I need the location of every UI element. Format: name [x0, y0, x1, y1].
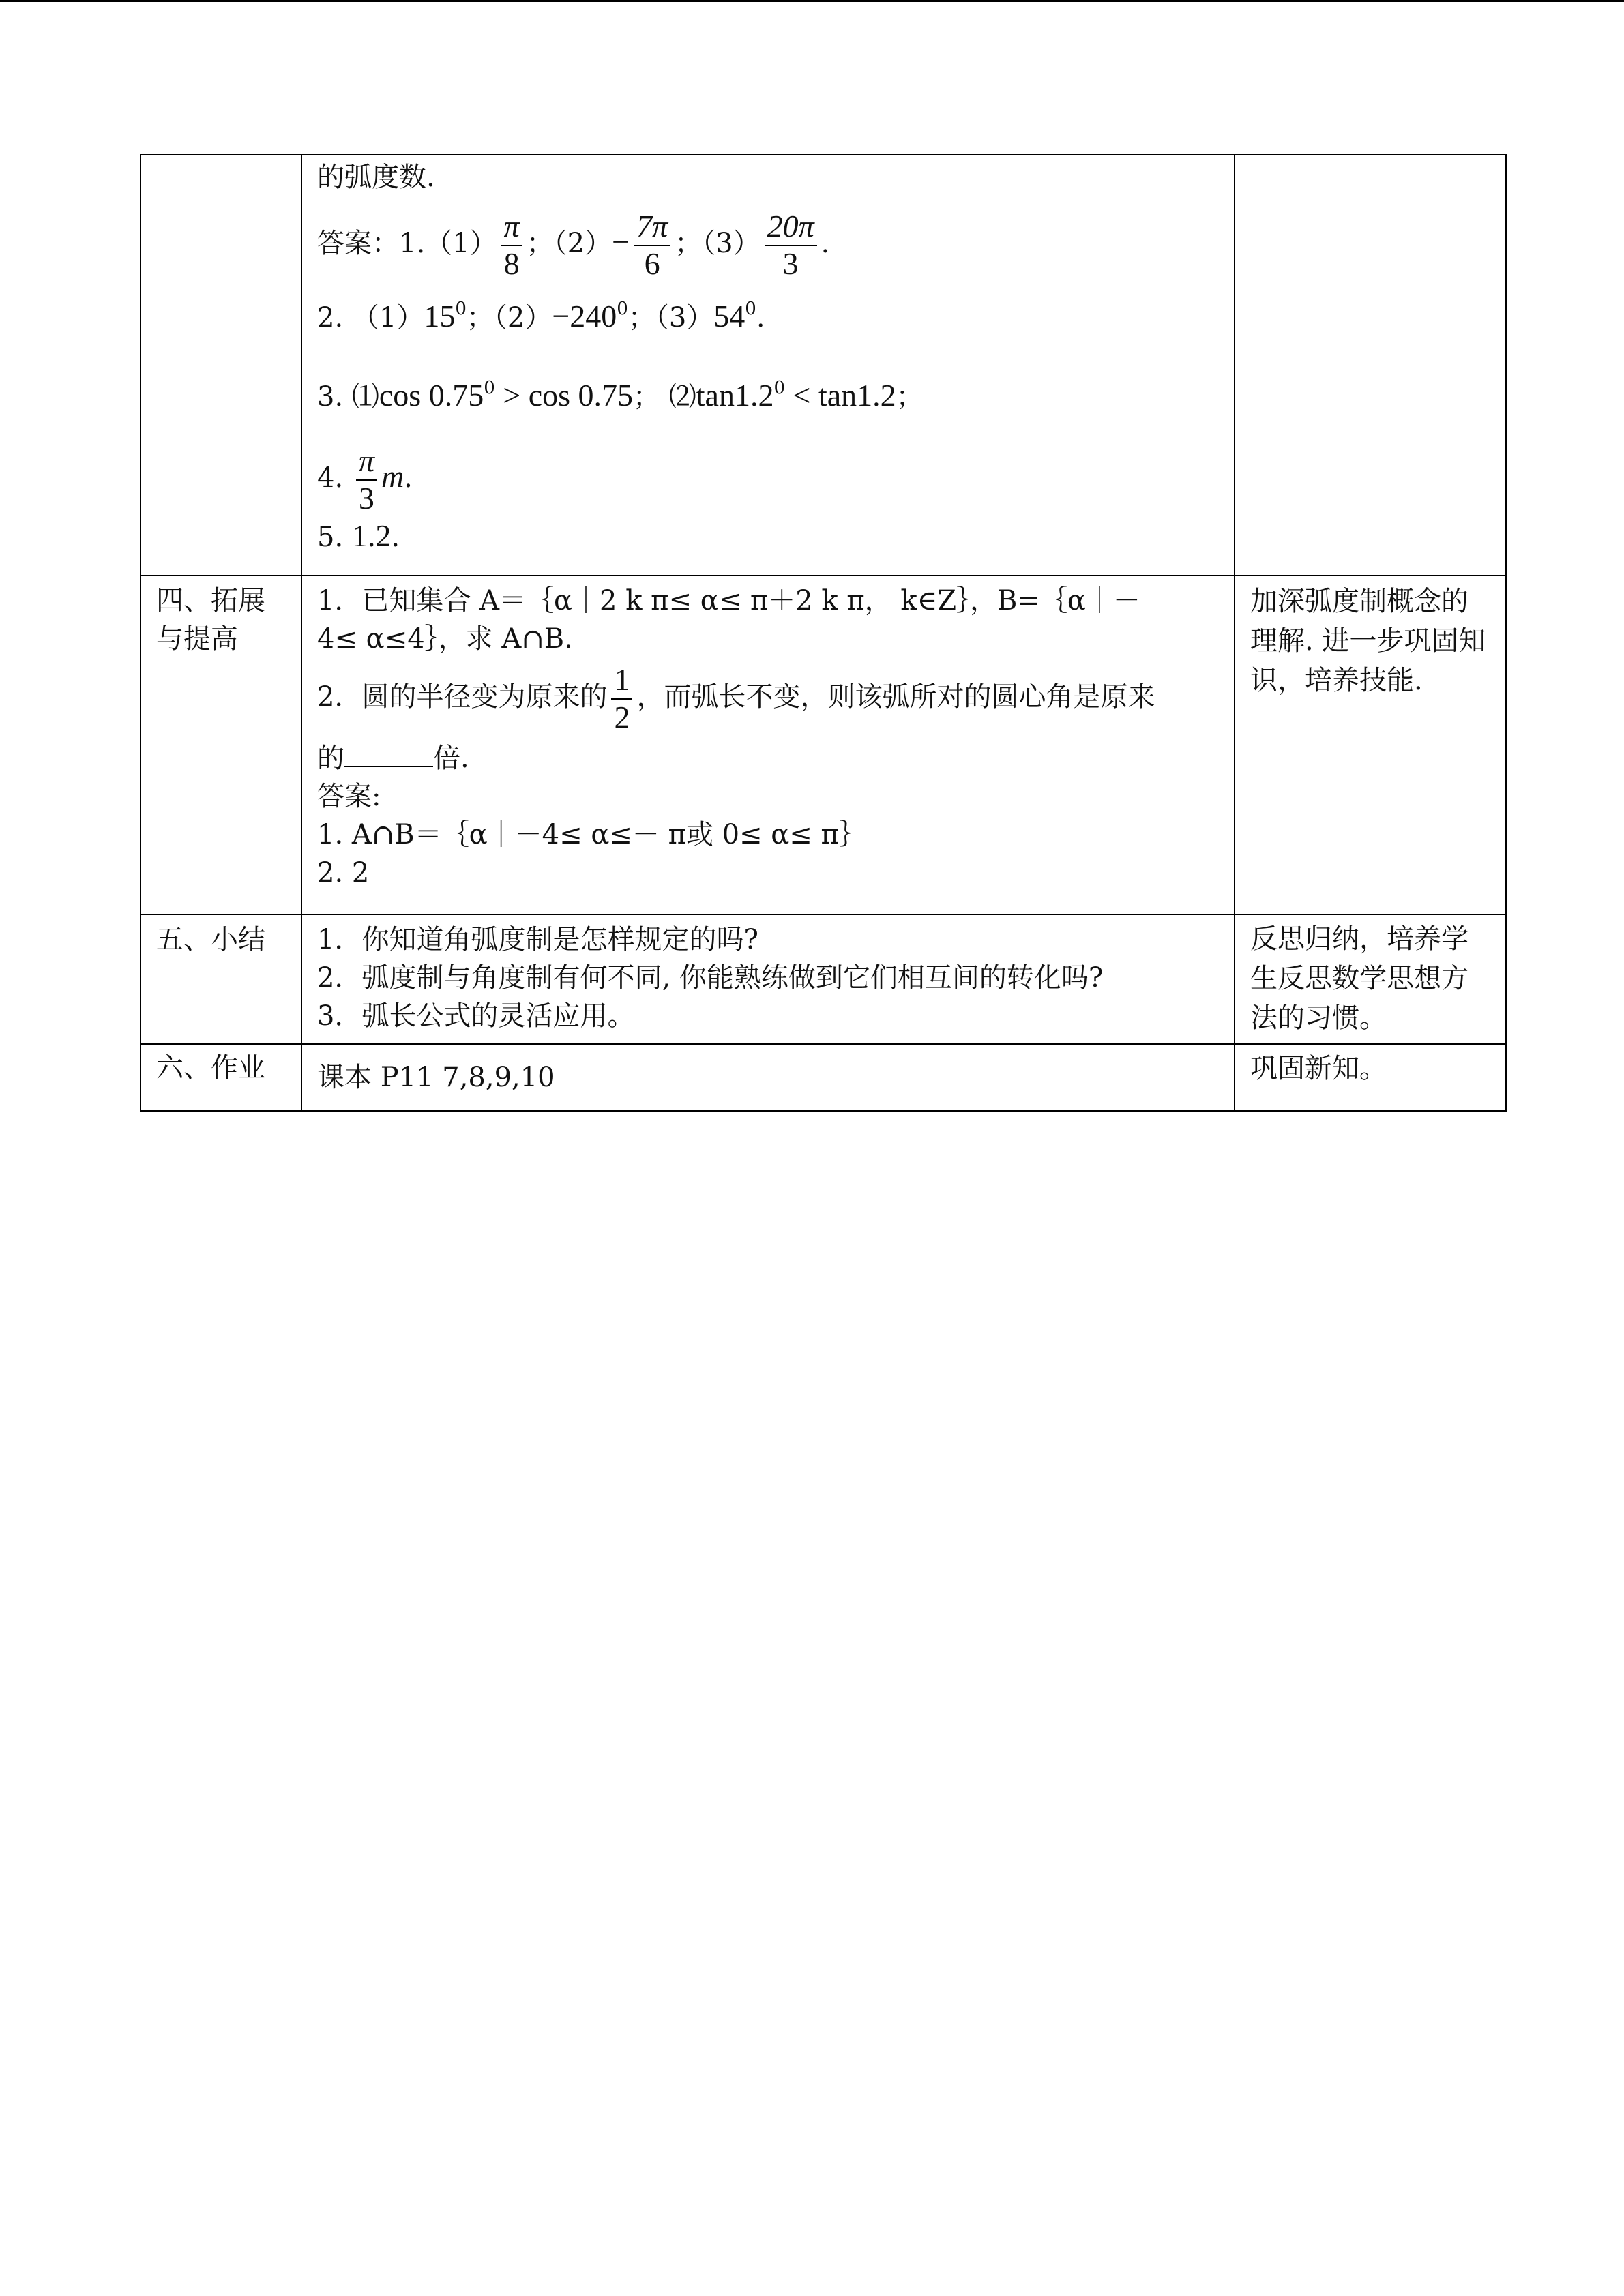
page-top-border — [0, 0, 1624, 2]
summary-item-2: 2．弧度制与角度制有何不同, 你能熟练做到它们相互间的转化吗? — [317, 962, 1104, 994]
answer-3: 3. ⑴cos $0.75^0 > \cos 0.75$； $⑵\tan 1.2^0 < \tan 1.2$； — [317, 377, 924, 413]
exercise-1-line-2: 4≤ α≤4｝，求 A∩B. — [317, 623, 573, 655]
table-row-homework — [141, 1044, 1506, 1111]
fill-in-blank — [344, 739, 433, 767]
note-cell-homework: 巩固新知。 — [1235, 1044, 1506, 1111]
label-cell-empty — [141, 155, 301, 576]
fraction-1-2: $\frac{1}{2}$ — [611, 662, 632, 736]
note-cell-empty — [1235, 155, 1506, 576]
label-cell-homework: 六、作业 — [141, 1044, 301, 1111]
label-cell-extension: 四、拓展与提高 — [141, 576, 301, 914]
exercise-2-line-1: 2．圆的半径变为原来的 $\frac{1}{2}$ ，而弧长不变，则该弧所对的圆心角是原来 — [317, 662, 1155, 734]
fraction-pi-3: $\frac{\pi}{3}$ — [356, 443, 377, 517]
content-cell-extension — [301, 576, 1235, 914]
homework-content: 课本 P11 7,8,9,10 — [317, 1062, 555, 1093]
answer-label: 答案: — [317, 780, 381, 812]
extension-answer-1: 1. A∩B＝｛α｜－4≤ α≤－ π或 0≤ α≤ π｝ — [317, 818, 866, 850]
content-cell-homework — [301, 1044, 1235, 1111]
fraction-20pi-3: $\frac{20\pi}{3}$ — [765, 209, 817, 282]
table-row-summary — [141, 914, 1506, 1044]
lesson-plan-table — [140, 154, 1507, 1112]
fraction-7pi-6: $\frac{7\pi}{6}$ — [634, 209, 670, 282]
exercise-2-line-2: 的 倍. — [317, 739, 1219, 777]
exercise-1-line-1: 1．已知集合 A＝｛α｜2 k π≤ α≤ π＋2 k π， k∈Z｝，B=｛α｜－ — [317, 585, 1140, 616]
content-cell-answers — [301, 155, 1235, 576]
note-cell-summary: 反思归纳，培养学生反思数学思想方法的习惯。 — [1235, 914, 1506, 1044]
question-tail: 的弧度数. — [317, 162, 435, 193]
note-cell-extension: 加深弧度制概念的理解. 进一步巩固知识，培养技能. — [1235, 576, 1506, 914]
table-row-extension — [141, 576, 1506, 914]
content-cell-summary — [301, 914, 1235, 1044]
answer-4: 4. $\frac{\pi}{3}$ m. — [317, 443, 413, 516]
summary-item-1: 1．你知道角弧度制是怎样规定的吗? — [317, 924, 758, 955]
answer-1: 答案：1.（1） $\frac{\pi}{8}$ ；（2）− $\frac{7\pi}{6}$ ；（3） $\frac{20\pi}{3}$ . — [317, 209, 830, 281]
answer-2: 2. $(1)15^0$；$(2)-240^0$；$(3)54^0$. — [317, 298, 765, 333]
fraction-pi-8: $\frac{\pi}{8}$ — [501, 209, 522, 282]
answer-5: 5. 1.2. — [317, 518, 400, 553]
table-row-continued — [141, 155, 1506, 576]
label-cell-summary: 五、小结 — [141, 914, 301, 1044]
extension-answer-2: 2. 2 — [317, 856, 370, 889]
summary-item-3: 3．弧长公式的灵活应用。 — [317, 1000, 635, 1032]
